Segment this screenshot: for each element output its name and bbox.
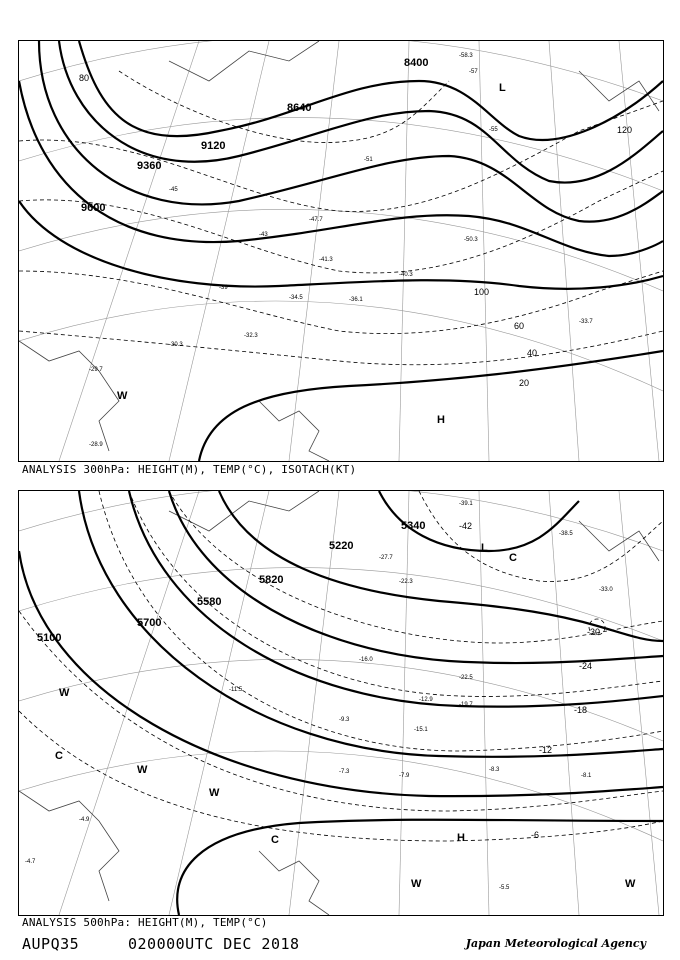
- temp-label: -5.5: [499, 885, 510, 891]
- temp-label: -34.5: [289, 295, 303, 301]
- low-center-300: L: [499, 82, 506, 94]
- contour-label-9600: 9600: [81, 202, 106, 214]
- temp-label: -12.9: [419, 697, 433, 703]
- contour-label-8640: 8640: [287, 102, 312, 114]
- temp-label: -33.7: [579, 319, 593, 325]
- low-center-500: L: [481, 542, 488, 554]
- temp-label: -43: [259, 232, 268, 238]
- temp-label: -47.7: [309, 217, 323, 223]
- temp-label: -58.3: [459, 53, 473, 59]
- temp-label: -7.3: [339, 769, 350, 775]
- graticule: [19, 41, 663, 461]
- temp-label: -11.5: [229, 687, 243, 693]
- temp-label: -27.7: [379, 555, 393, 561]
- temp-label: -51: [364, 157, 373, 163]
- isotherm-label--42: -42: [459, 521, 473, 531]
- warm-mark-300: W: [117, 390, 128, 402]
- temp-label: -39: [219, 285, 228, 291]
- isotherm-label--30: -30: [587, 627, 601, 637]
- contour-label-5580: 5580: [197, 596, 222, 608]
- temp-label: -30.3: [169, 342, 183, 348]
- contour-label-5100: 5100: [37, 632, 62, 644]
- isotherm-label--6: -6: [531, 830, 540, 840]
- contour-label-9120: 9120: [201, 140, 226, 152]
- warm-mark-500: W: [625, 878, 636, 890]
- cold-mark-500: C: [55, 750, 63, 762]
- warm-mark-500: W: [137, 764, 148, 776]
- temp-label: -45: [169, 187, 178, 193]
- chart-id: AUPQ35: [22, 935, 80, 953]
- isotach-label-100: 100: [474, 287, 490, 297]
- isotach-label-120: 120: [617, 125, 633, 135]
- map-500hpa-canvas: [19, 491, 663, 915]
- temperature-labels-500: [25, 501, 613, 891]
- contour-label-5820: 5820: [259, 574, 284, 586]
- temp-label: -8.1: [581, 773, 592, 779]
- isotach-label-80: 80: [79, 73, 90, 83]
- temp-label: -29.7: [89, 367, 103, 373]
- temp-label: -57: [469, 69, 478, 75]
- caption-500hpa: ANALYSIS 500hPa: HEIGHT(M), TEMP(°C): [22, 916, 268, 929]
- temp-label: -16.0: [359, 657, 373, 663]
- temp-label: -4.9: [79, 817, 90, 823]
- warm-mark-500: W: [411, 878, 422, 890]
- temp-label: -39.1: [459, 501, 473, 507]
- cold-mark-500: C: [509, 552, 517, 564]
- temp-label: -38.5: [559, 531, 573, 537]
- temp-label: -41.3: [319, 257, 333, 263]
- contour-label-5340: 5340: [401, 520, 426, 532]
- agency-name: Japan Meteorological Agency: [465, 937, 646, 950]
- temp-label: -9.3: [339, 717, 350, 723]
- isotach-label-60: 60: [514, 321, 525, 331]
- contour-label-5220: 5220: [329, 540, 354, 552]
- height-contours-500: [19, 491, 663, 915]
- isotherm-label--18: -18: [574, 705, 588, 715]
- high-center-300: H: [437, 414, 445, 426]
- temp-label: -22.5: [459, 675, 473, 681]
- isotherm-label--12: -12: [539, 745, 553, 755]
- cold-mark-500: C: [271, 834, 279, 846]
- temp-label: -19.7: [459, 702, 473, 708]
- caption-300hpa: ANALYSIS 300hPa: HEIGHT(M), TEMP(°C), ISOTACH(KT): [22, 463, 357, 476]
- temp-label: -36.1: [349, 297, 363, 303]
- temp-label: -33.0: [599, 587, 613, 593]
- valid-time: 020000UTC DEC 2018: [128, 935, 300, 953]
- warm-mark-500: W: [209, 787, 220, 799]
- temperature-labels-300: [89, 53, 593, 448]
- coastline: [19, 41, 659, 461]
- temp-label: -55: [489, 127, 498, 133]
- temp-label: -15.1: [414, 727, 428, 733]
- contour-label-5700: 5700: [137, 617, 162, 629]
- temp-label: -28.9: [89, 442, 103, 448]
- map-500hpa: [18, 490, 664, 916]
- map-300hpa-canvas: [19, 41, 663, 461]
- map-300hpa: [18, 40, 664, 462]
- coastline: [19, 491, 659, 915]
- temp-label: -50.3: [464, 237, 478, 243]
- warm-mark-500: W: [59, 687, 70, 699]
- temp-label: -32.3: [244, 333, 258, 339]
- temp-label: -22.3: [399, 579, 413, 585]
- high-center-500: H: [457, 832, 465, 844]
- contour-label-9360: 9360: [137, 160, 162, 172]
- temp-label: -7.9: [399, 773, 410, 779]
- graticule: [19, 491, 663, 915]
- height-contours-300: [19, 41, 663, 461]
- isotherm-label--24: -24: [579, 661, 593, 671]
- isotach-label-20: 20: [519, 378, 530, 388]
- isotach-labels-300: [79, 73, 632, 388]
- contour-label-8400: 8400: [404, 57, 429, 69]
- temp-label: -40.3: [399, 272, 413, 278]
- temp-label: -8.3: [489, 767, 500, 773]
- isotach-label-40: 40: [527, 348, 538, 358]
- temp-label: -4.7: [25, 859, 36, 865]
